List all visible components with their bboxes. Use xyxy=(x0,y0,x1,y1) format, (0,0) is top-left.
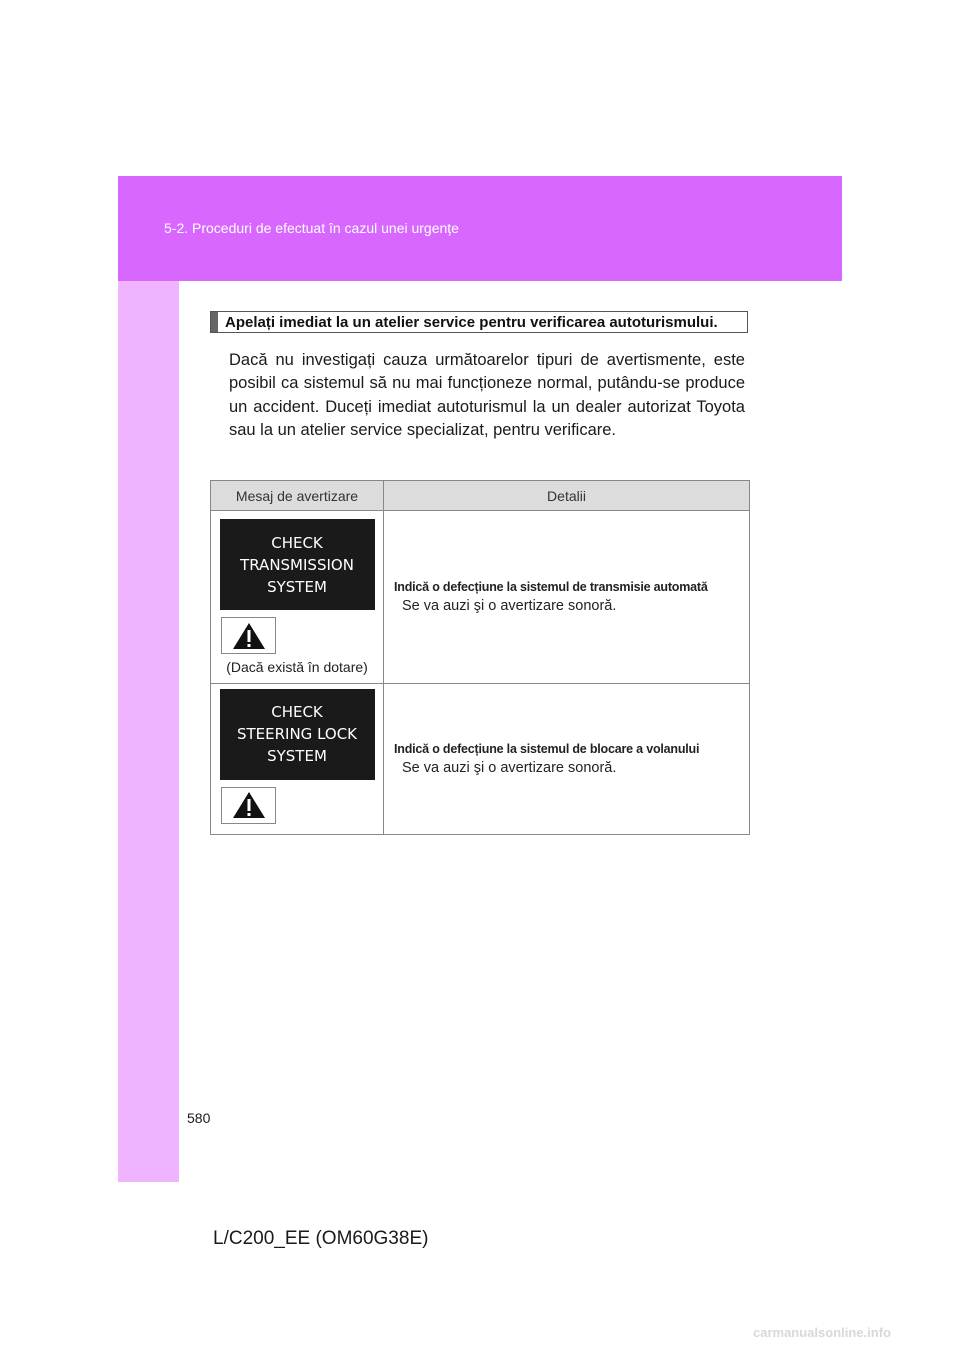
message-cell xyxy=(211,684,384,835)
message-cell xyxy=(211,511,384,684)
display-line: CHECK xyxy=(271,703,323,721)
detail-note: Se va auzi şi o avertizare sonoră. xyxy=(402,598,617,614)
optional-equipment-note: (Dacă există în dotare) xyxy=(226,659,368,675)
details-cell xyxy=(384,511,750,684)
display-message xyxy=(220,519,375,610)
intro-paragraph: Dacă nu investigați cauza următoarelor tipuri de avertismente, este posibil ca sistemul să nu mai funcționeze normal, putându-se produce un accident. Duceți imediat autoturismul la un dealer autorizat Toyota sau la un atelier service specializat, pentru verificare. xyxy=(229,351,745,440)
display-line: TRANSMISSION xyxy=(240,555,354,574)
page-number: 580 xyxy=(187,1110,211,1126)
column-header-message: Mesaj de avertizare xyxy=(211,481,384,511)
warning-triangle-icon xyxy=(221,787,276,824)
display-line: STEERING LOCK xyxy=(236,725,358,743)
warning-triangle-icon xyxy=(221,617,276,654)
warning-table xyxy=(210,480,750,835)
display-line: SYSTEM xyxy=(267,747,327,765)
callout-box xyxy=(210,311,748,333)
display-message xyxy=(220,689,375,780)
display-line: CHECK xyxy=(271,533,323,552)
table-header-row xyxy=(211,481,750,511)
section-title: 5-2. Proceduri de efectuat în cazul unei urgențe xyxy=(164,220,459,236)
table-row xyxy=(211,511,750,684)
detail-title: Indică o defecțiune la sistemul de blocare a volanului xyxy=(394,742,700,756)
details-cell xyxy=(384,684,750,835)
document-code: L/C200_EE (OM60G38E) xyxy=(213,1228,429,1249)
detail-note: Se va auzi şi o avertizare sonoră. xyxy=(402,760,617,776)
display-line: SYSTEM xyxy=(267,577,327,596)
detail-title: Indică o defecțiune la sistemul de transmisie automată xyxy=(394,580,708,594)
page-header xyxy=(118,176,842,281)
callout-title: Apelați imediat la un atelier service pentru verificarea autoturismului. xyxy=(225,314,718,331)
watermark: carmanualsonline.info xyxy=(753,1325,891,1340)
column-header-details: Detalii xyxy=(384,481,750,511)
table-row xyxy=(211,684,750,835)
side-band xyxy=(118,281,179,1182)
callout-marker xyxy=(211,312,218,332)
